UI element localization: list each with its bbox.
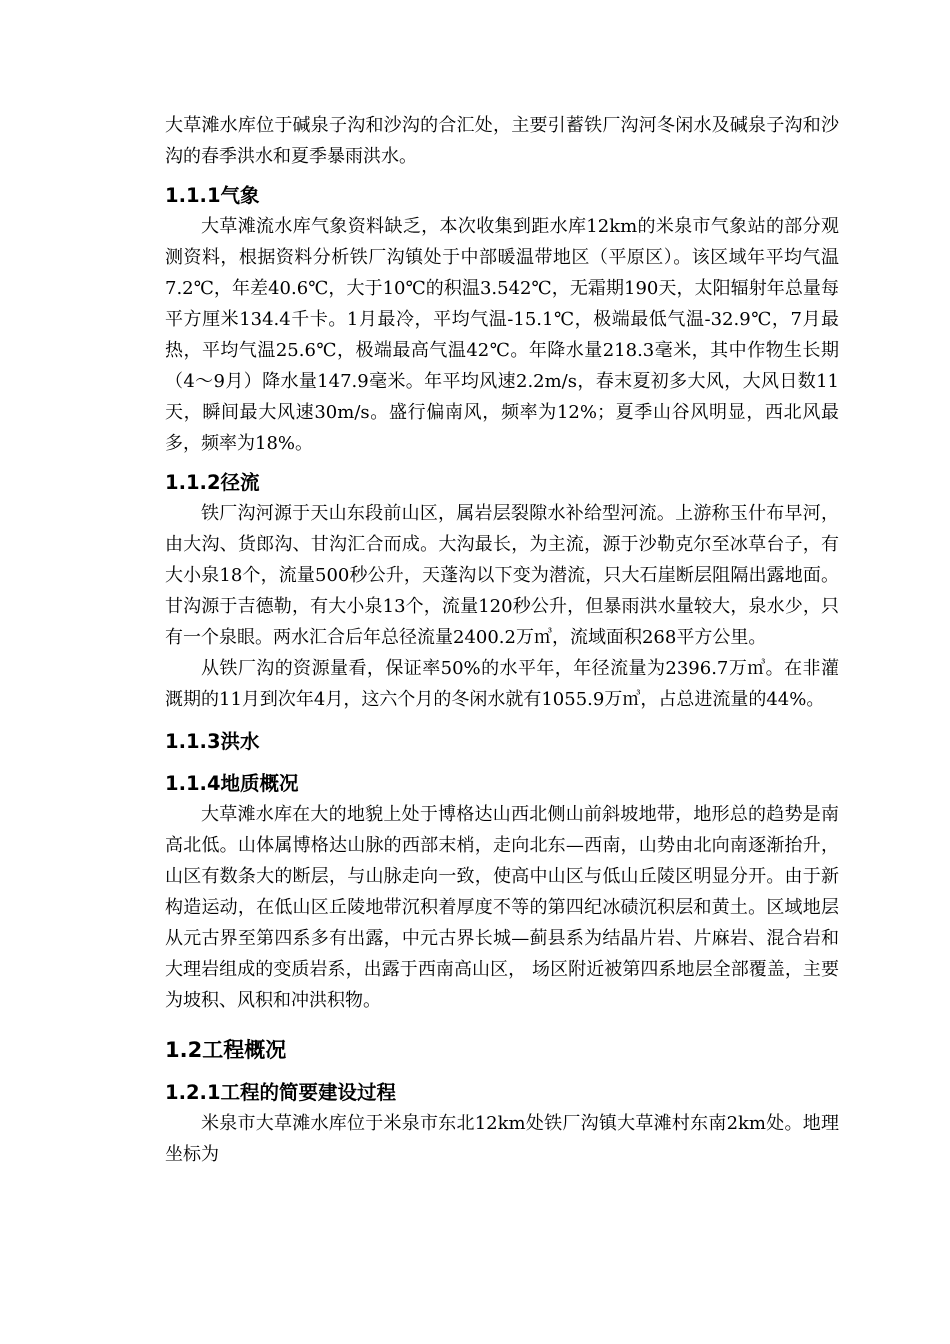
section-heading-1-1-2: 1.1.2径流 — [165, 471, 260, 494]
paragraph-construction: 米泉市大草滩水库位于米泉市东北12km处铁厂沟镇大草滩村东南2km处。地理坐标为 — [165, 1113, 839, 1165]
paragraph-runoff-1: 铁厂沟河源于天山东段前山区，属岩层裂隙水补给型河流。上游称玉什布早河，由大沟、货郎沟、甘沟汇合而成。大沟最长，为主流，源于沙勒克尔至冰草台子，有大小泉18个，流量500秒公升，天蓬沟以下变为潜流，只大石崖断层阻隔出露地面。甘沟源于吉德勒，有大小泉13个，流量120秒公升，但暴雨洪水量较大，泉水少，只有一个泉眼。两水汇合后年总径流量2400.2万㎥，流域面积268平方公里。 — [165, 503, 839, 648]
paragraph-geology: 大草滩水库在大的地貌上处于博格达山西北侧山前斜坡地带，地形总的趋势是南高北低。山体属博格达山脉的西部末梢，走向北东—西南，山势由北向南逐渐抬升，山区有数条大的断层，与山脉走向一致，使高中山区与低山丘陵区明显分开。由于新构造运动，在低山区丘陵地带沉积着厚度不等的第四纪冰碛沉积层和黄土。区域地层从元古界至第四系多有出露，中元古界长城—蓟县系为结晶片岩、片麻岩、混合岩和大理岩组成的变质岩系，出露于西南高山区， 场区附近被第四系地层全部覆盖，主要为坡积、风积和冲洪积物。 — [165, 804, 839, 1011]
document-page — [165, 110, 839, 1170]
paragraph-runoff-2: 从铁厂沟的资源量看，保证率50%的水平年，年径流量为2396.7万㎥。在非灌溉期的11月到次年4月，这六个月的冬闲水就有1055.9万㎥，占总进流量的44%。 — [165, 658, 839, 710]
section-heading-1-1-3: 1.1.3洪水 — [165, 730, 260, 753]
section-heading-1-2-1: 1.2.1工程的简要建设过程 — [165, 1081, 397, 1104]
section-heading-1-1-1: 1.1.1气象 — [165, 184, 260, 207]
intro-paragraph: 大草滩水库位于碱泉子沟和沙沟的合汇处，主要引蓄铁厂沟河冬闲水及碱泉子沟和沙沟的春季洪水和夏季暴雨洪水。 — [165, 115, 839, 167]
paragraph-meteorology: 大草滩流水库气象资料缺乏，本次收集到距水库12km的米泉市气象站的部分观测资料，根据资料分析铁厂沟镇处于中部暖温带地区（平原区）。该区域年平均气温7.2℃，年差40.6℃，大于10℃的积温3.542℃，无霜期190天，太阳辐射年总量每平方厘米134.4千卡。1月最冷，平均气温-15.1℃，极端最低气温-32.9℃，7月最热，平均气温25.6℃，极端最高气温42℃。年降水量218.3毫米，其中作物生长期（4～9月）降水量147.9毫米。年平均风速2.2m/s，春末夏初多大风，大风日数11天，瞬间最大风速30m/s。盛行偏南风，频率为12%；夏季山谷风明显，西北风最多，频率为18%。 — [165, 216, 839, 454]
section-heading-1-1-4: 1.1.4地质概况 — [165, 772, 299, 795]
section-heading-1-2: 1.2工程概况 — [165, 1038, 287, 1062]
